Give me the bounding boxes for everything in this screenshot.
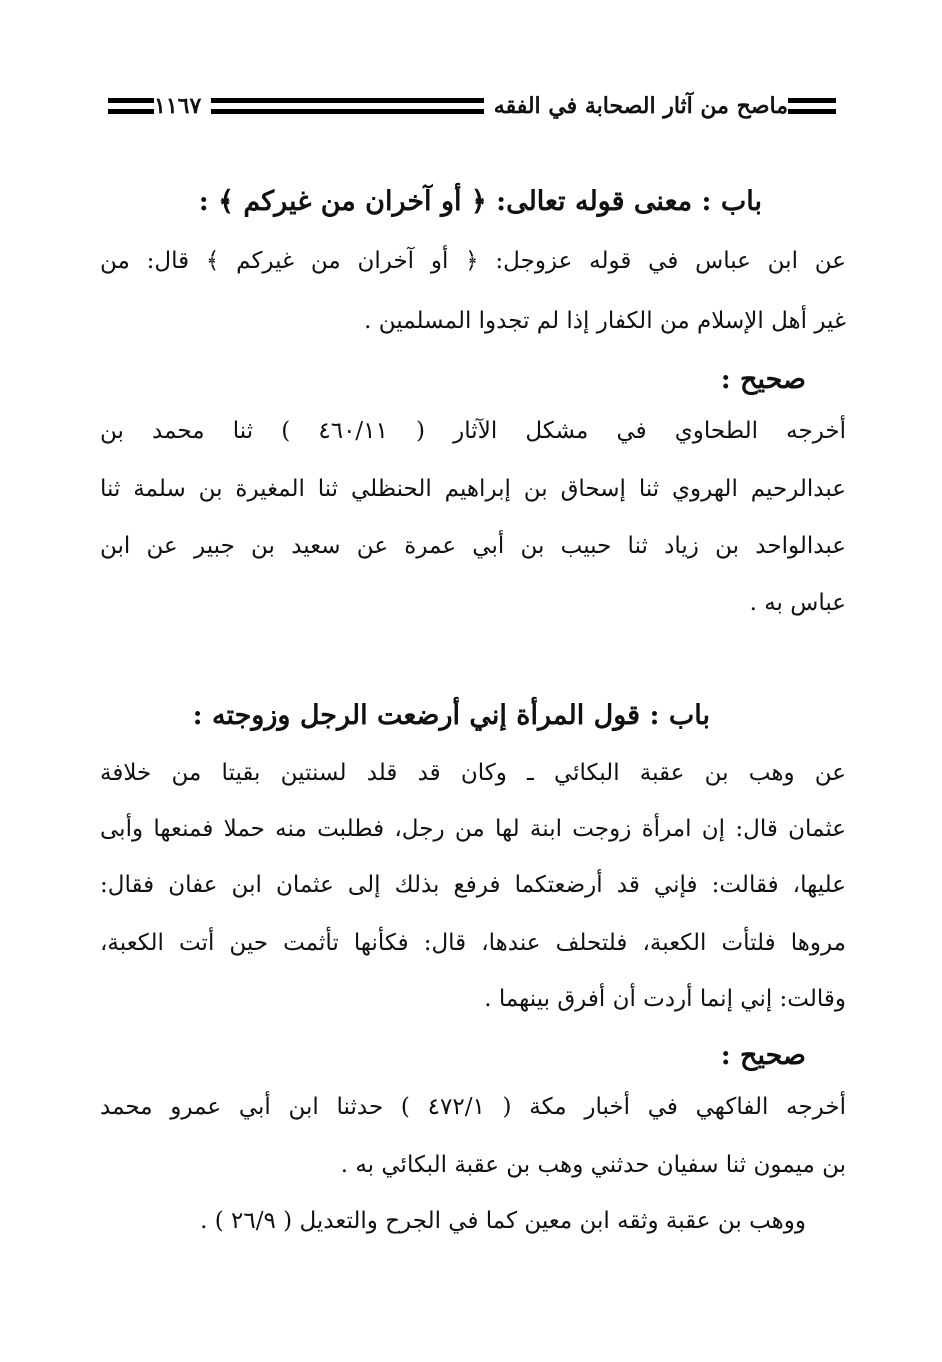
text-line: عن وهب بن عقبة البكائي ـ وكان قد قلد لسنتين بقيتا من خلافة — [100, 760, 846, 786]
text-line: غير أهل الإسلام من الكفار إذا لم تجدوا المسلمين . — [364, 308, 846, 334]
page-header — [98, 86, 844, 126]
takhrij-line: أخرجه الطحاوي في مشكل الآثار ( ٤٦٠/١١ ) ثنا محمد بن — [100, 418, 847, 444]
sahih-label-1: صحيح : — [720, 364, 806, 395]
takhrij-line: ووهب بن عقبة وثقه ابن معين كما في الجرح والتعديل ( ٢٦/٩ ) . — [200, 1208, 806, 1234]
takhrij-line: عبدالواحد بن زياد ثنا حبيب بن أبي عمرة عن سعيد بن جبير عن ابن — [100, 533, 846, 559]
text-line: عثمان قال: إن امرأة زوجت ابنة لها من رجل، فطلبت منه حملا فمنعها وأبى — [100, 816, 846, 842]
takhrij-line: أخرجه الفاكهي في أخبار مكة ( ٤٧٢/١ ) حدثنا ابن أبي عمرو محمد — [100, 1094, 846, 1120]
text-line: مروها فلتأت الكعبة، فلتحلف عندها، قال: فكأنها تأثمت حين أتت الكعبة، — [100, 930, 846, 956]
page-number: ١١٦٧ — [154, 93, 202, 119]
takhrij-line: عبدالرحيم الهروي ثنا إسحاق بن إبراهيم الحنظلي ثنا المغيرة بن سلمة ثنا — [100, 476, 846, 502]
takhrij-line: عباس به . — [749, 590, 846, 616]
header-rule-right — [788, 98, 836, 114]
text-line: وقالت: إني إنما أردت أن أفرق بينهما . — [484, 986, 846, 1012]
running-title: ماصح من آثار الصحابة في الفقه — [493, 93, 788, 119]
section-heading-2: باب : قول المرأة إني أرضعت الرجل وزوجته : — [192, 700, 710, 731]
header-rule-middle — [211, 98, 484, 114]
section-heading-1: باب : معنى قوله تعالى: ﴿ أو آخران من غيركم ﴾ : — [198, 186, 762, 217]
text-line: عن ابن عباس في قوله عزوجل: ﴿ أو آخران من غيركم ﴾ قال: من — [100, 248, 846, 274]
text-line: عليها، فقالت: فإني قد أرضعتكما فرفع بذلك إلى عثمان ابن عفان فقال: — [100, 872, 846, 898]
takhrij-line: بن ميمون ثنا سفيان حدثني وهب بن عقبة البكائي به . — [340, 1152, 846, 1178]
header-rule-left — [108, 98, 154, 114]
sahih-label-2: صحيح : — [720, 1040, 806, 1071]
